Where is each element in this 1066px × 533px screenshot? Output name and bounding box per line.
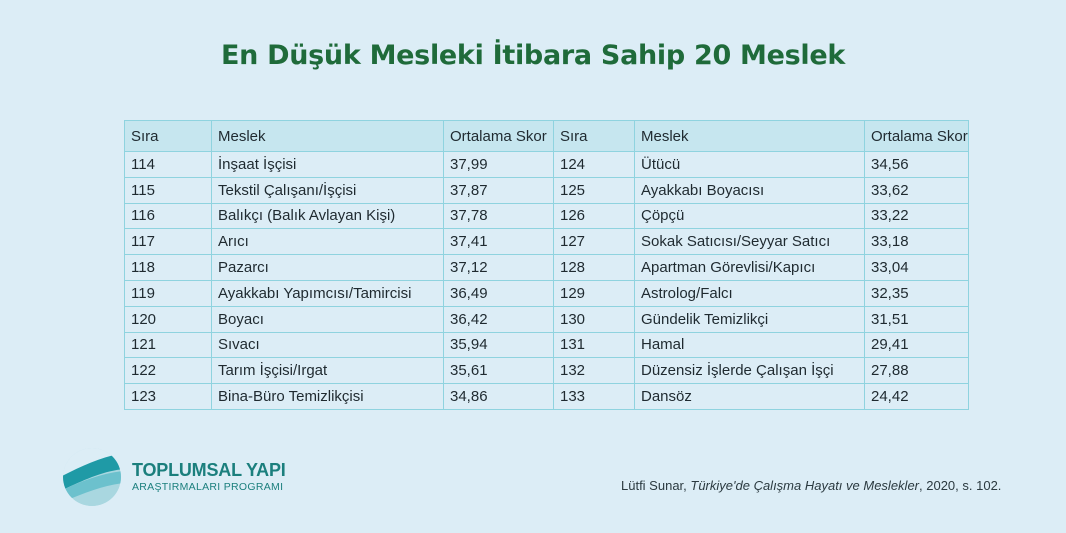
source-citation [621, 478, 1001, 493]
header-rank-right: Sıra [554, 121, 635, 152]
rank-cell: 133 [554, 384, 635, 410]
table-row [125, 203, 969, 229]
occupation-cell: Ayakkabı Yapımcısı/Tamircisi [212, 280, 444, 306]
occupation-cell: İnşaat İşçisi [212, 152, 444, 178]
rank-cell: 120 [125, 306, 212, 332]
occupation-cell: Dansöz [635, 384, 865, 410]
table-row [125, 177, 969, 203]
score-cell: 31,51 [865, 306, 969, 332]
score-cell: 35,94 [444, 332, 554, 358]
rank-cell: 118 [125, 255, 212, 281]
rank-cell: 127 [554, 229, 635, 255]
occupation-cell: Balıkçı (Balık Avlayan Kişi) [212, 203, 444, 229]
score-cell: 33,22 [865, 203, 969, 229]
header-score-right: Ortalama Skor [865, 121, 969, 152]
rank-cell: 126 [554, 203, 635, 229]
occupation-cell: Astrolog/Falcı [635, 280, 865, 306]
table-row [125, 255, 969, 281]
header-rank-left: Sıra [125, 121, 212, 152]
occupation-cell: Tarım İşçisi/Irgat [212, 358, 444, 384]
table-row [125, 384, 969, 410]
occupation-cell: Düzensiz İşlerde Çalışan İşçi [635, 358, 865, 384]
occupation-cell: Sokak Satıcısı/Seyyar Satıcı [635, 229, 865, 255]
rank-cell: 116 [125, 203, 212, 229]
score-cell: 36,42 [444, 306, 554, 332]
score-cell: 32,35 [865, 280, 969, 306]
rank-cell: 125 [554, 177, 635, 203]
score-cell: 33,62 [865, 177, 969, 203]
score-cell: 37,12 [444, 255, 554, 281]
score-cell: 37,87 [444, 177, 554, 203]
rank-cell: 121 [125, 332, 212, 358]
logo-subtitle: ARAŞTIRMALARI PROGRAMI [132, 481, 284, 493]
score-cell: 33,18 [865, 229, 969, 255]
rank-cell: 129 [554, 280, 635, 306]
table-row [125, 306, 969, 332]
score-cell: 27,88 [865, 358, 969, 384]
table-row [125, 229, 969, 255]
score-cell: 37,78 [444, 203, 554, 229]
header-score-left: Ortalama Skor [444, 121, 554, 152]
occupation-cell: Bina-Büro Temizlikçisi [212, 384, 444, 410]
score-cell: 24,42 [865, 384, 969, 410]
rank-cell: 114 [125, 152, 212, 178]
table-row [125, 280, 969, 306]
occupation-cell: Gündelik Temizlikçi [635, 306, 865, 332]
occupation-cell: Apartman Görevlisi/Kapıcı [635, 255, 865, 281]
rank-cell: 128 [554, 255, 635, 281]
rank-cell: 117 [125, 229, 212, 255]
occupation-cell: Çöpçü [635, 203, 865, 229]
logo [62, 447, 286, 507]
rank-cell: 122 [125, 358, 212, 384]
occupation-cell: Arıcı [212, 229, 444, 255]
occupation-cell: Tekstil Çalışanı/İşçisi [212, 177, 444, 203]
logo-name: TOPLUMSAL YAPI [132, 460, 286, 480]
header-occupation-right: Meslek [635, 121, 865, 152]
source-rest: , 2020, s. 102. [919, 478, 1002, 493]
score-cell: 29,41 [865, 332, 969, 358]
occupation-table [124, 120, 969, 410]
score-cell: 35,61 [444, 358, 554, 384]
rank-cell: 132 [554, 358, 635, 384]
score-cell: 36,49 [444, 280, 554, 306]
page-title: En Düşük Mesleki İtibara Sahip 20 Meslek [220, 40, 846, 71]
score-cell: 34,56 [865, 152, 969, 178]
occupation-cell: Ütücü [635, 152, 865, 178]
occupation-cell: Sıvacı [212, 332, 444, 358]
source-book: Türkiye'de Çalışma Hayatı ve Meslekler [690, 478, 920, 493]
table-row [125, 358, 969, 384]
occupation-cell: Ayakkabı Boyacısı [635, 177, 865, 203]
layered-wave-logo-icon [62, 447, 122, 507]
table-row [125, 332, 969, 358]
rank-cell: 130 [554, 306, 635, 332]
occupation-cell: Boyacı [212, 306, 444, 332]
occupation-cell: Hamal [635, 332, 865, 358]
rank-cell: 131 [554, 332, 635, 358]
table-row [125, 152, 969, 178]
table-header-row [125, 121, 969, 152]
rank-cell: 119 [125, 280, 212, 306]
source-author: Lütfi Sunar, [621, 478, 691, 493]
score-cell: 37,99 [444, 152, 554, 178]
rank-cell: 115 [125, 177, 212, 203]
occupation-cell: Pazarcı [212, 255, 444, 281]
rank-cell: 124 [554, 152, 635, 178]
score-cell: 33,04 [865, 255, 969, 281]
rank-cell: 123 [125, 384, 212, 410]
header-occupation-left: Meslek [212, 121, 444, 152]
score-cell: 37,41 [444, 229, 554, 255]
score-cell: 34,86 [444, 384, 554, 410]
